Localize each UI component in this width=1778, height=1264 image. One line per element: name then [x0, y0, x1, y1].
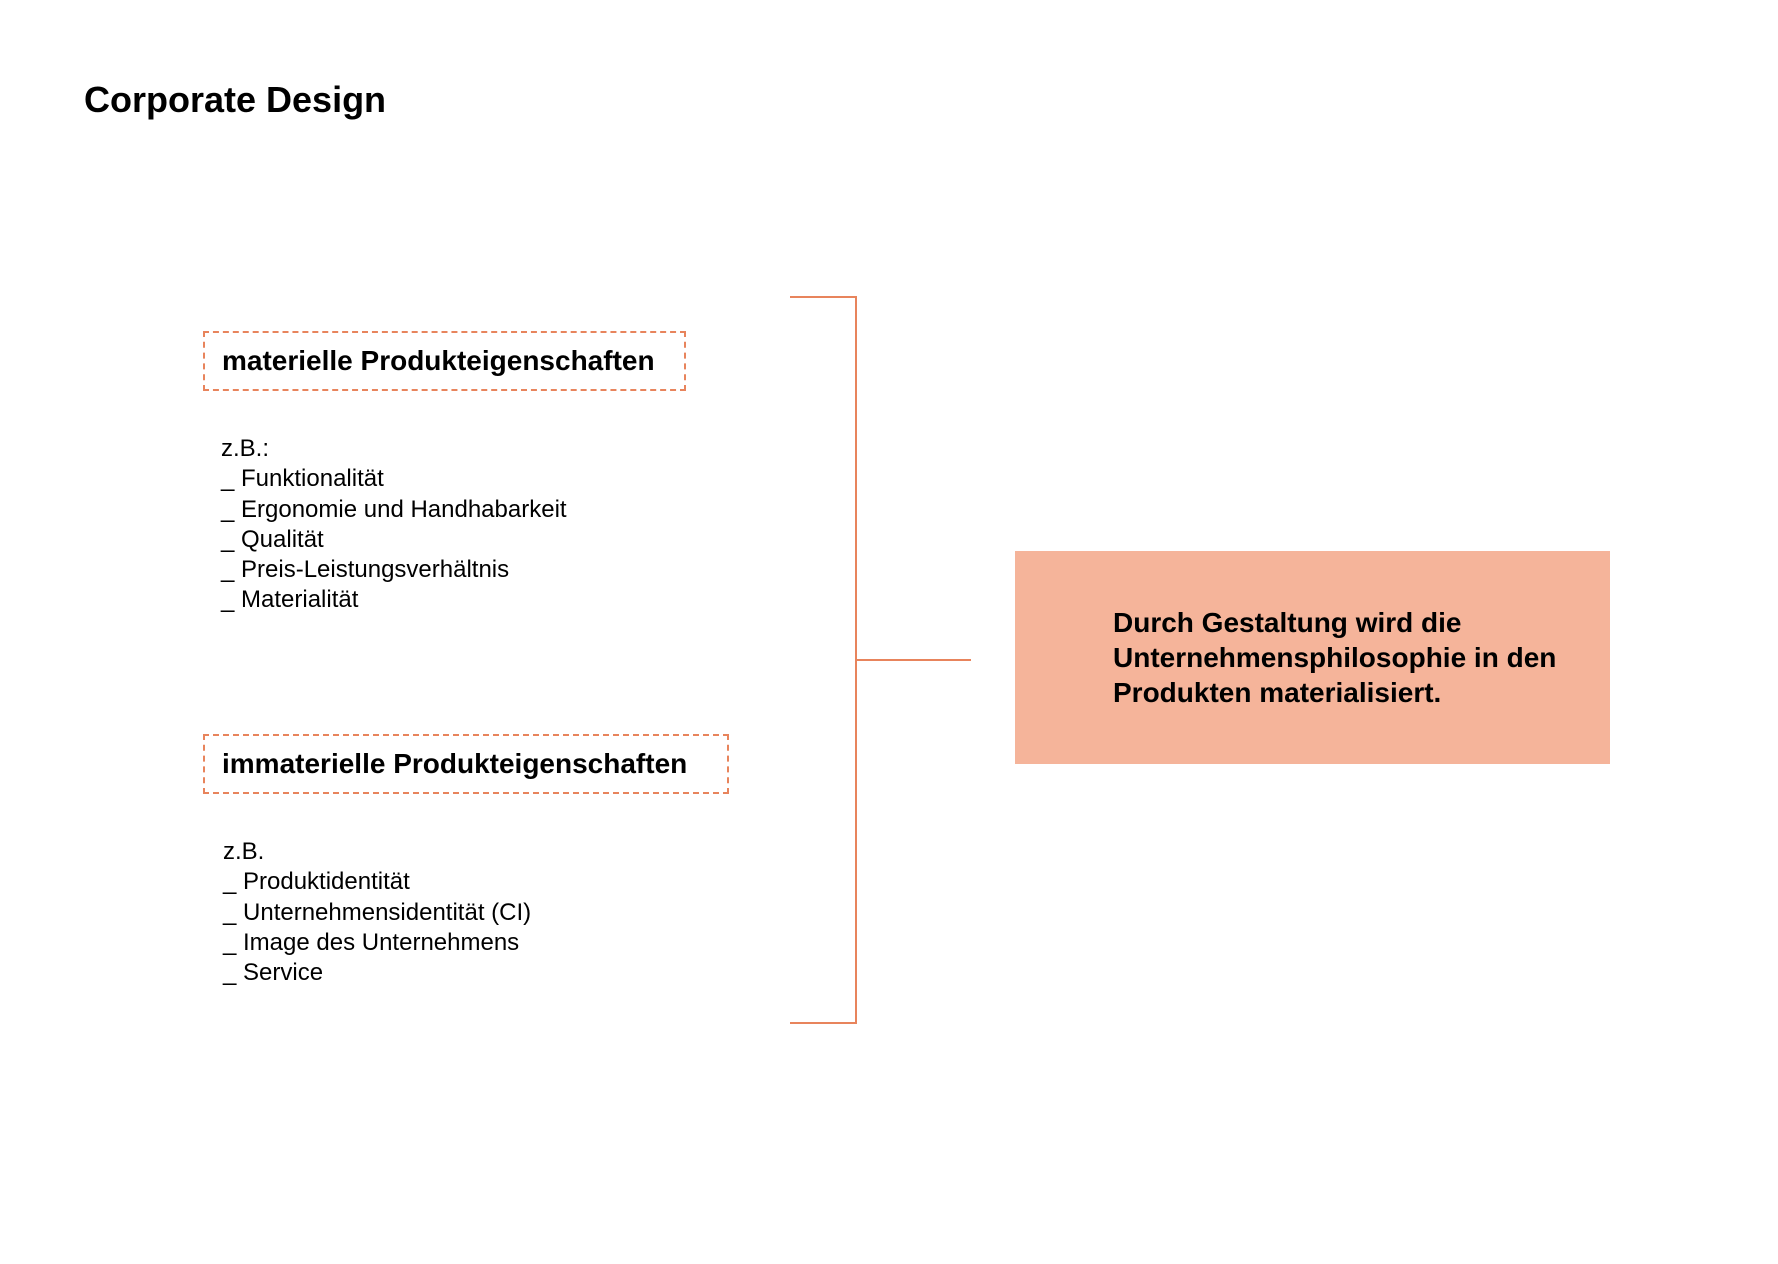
- material-properties-heading: materielle Produkteigenschaften: [222, 345, 655, 376]
- immaterial-properties-heading: immaterielle Produkteigenschaften: [222, 748, 688, 779]
- material-properties-heading-box: [203, 331, 686, 391]
- list-item: _ Produktidentität: [223, 868, 410, 896]
- list-item: _ Preis-Leistungsverhältnis: [221, 556, 510, 584]
- immaterial-examples-intro: z.B.: [223, 838, 265, 865]
- list-item: _ Service: [223, 959, 324, 987]
- list-item: _ Unternehmensidentität (CI): [223, 898, 532, 926]
- statement-box: [1015, 551, 1610, 764]
- immaterial-properties-examples: [223, 837, 531, 988]
- list-item: _ Funktionalität: [221, 465, 384, 493]
- page-title: Corporate Design: [84, 79, 387, 120]
- bracket-line: [790, 297, 856, 1023]
- material-properties-examples: [221, 434, 567, 616]
- list-item: _ Qualität: [221, 525, 324, 553]
- material-examples-intro: z.B.:: [221, 435, 270, 462]
- immaterial-properties-heading-box: [203, 734, 729, 794]
- list-item: _ Materialität: [221, 586, 359, 614]
- list-item: _ Ergonomie und Handhabarkeit: [221, 495, 567, 523]
- list-item: _ Image des Unternehmens: [223, 928, 520, 956]
- statement-text: Durch Gestaltung wird die Unternehmensphilosophie in den Produkten materialisiert.: [1113, 607, 1557, 708]
